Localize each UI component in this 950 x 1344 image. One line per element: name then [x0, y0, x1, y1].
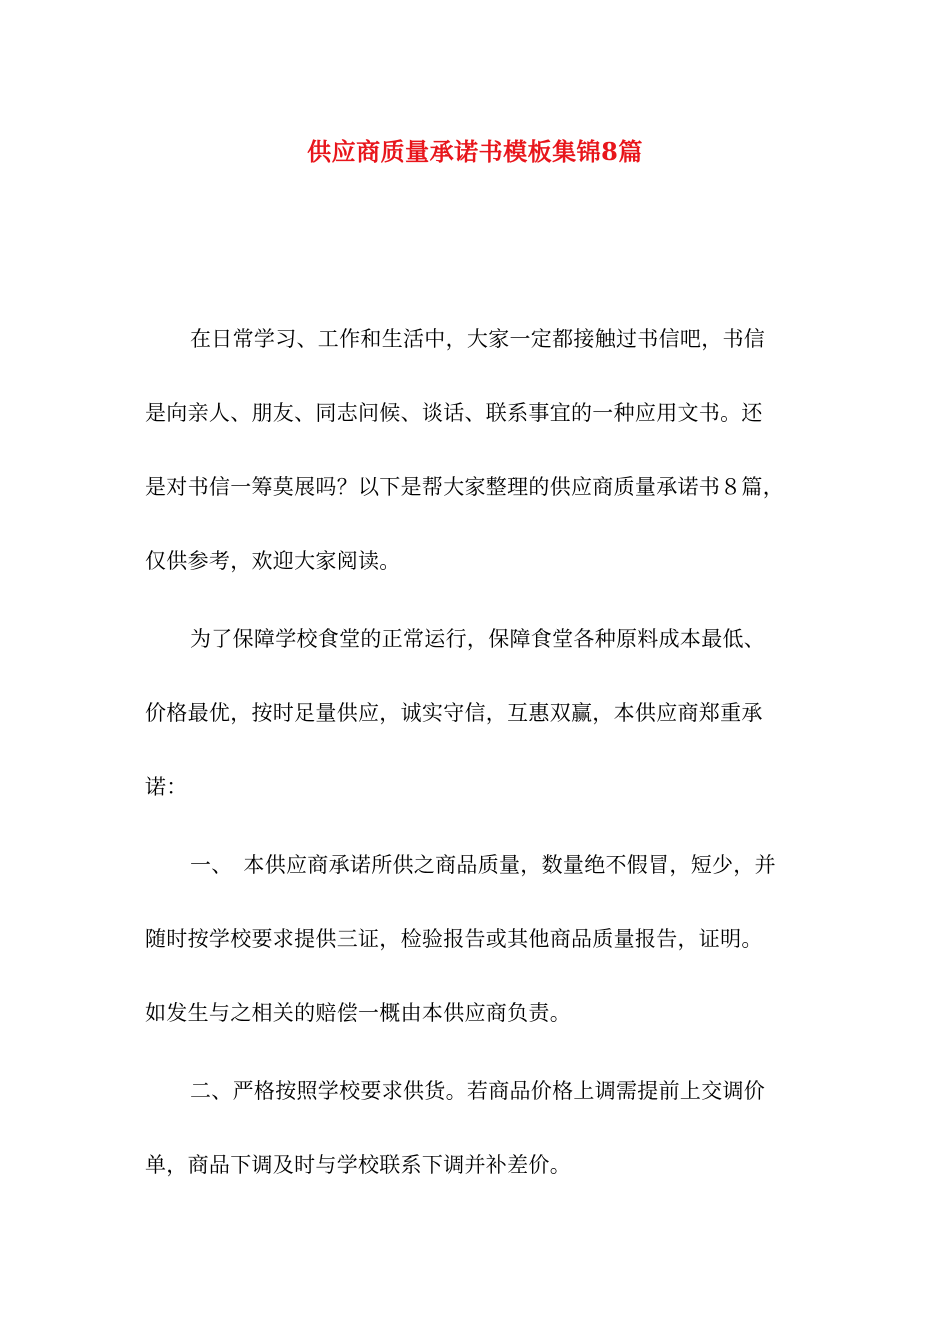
paragraph-4-line-1: 二、严格按照学校要求供货。若商品价格上调需提前上交调价 [190, 1079, 766, 1103]
paragraph-4-line-2: 单，商品下调及时与学校联系下调并补差价。 [145, 1153, 571, 1177]
document-title: 供应商质量承诺书模板集锦8篇 [307, 137, 643, 166]
paragraph-1-line-3: 是对书信一筹莫展吗？以下是帮大家整理的供应商质量承诺书８篇， [145, 475, 784, 499]
paragraph-1-line-2: 是向亲人、朋友、同志问候、谈话、联系事宜的一种应用文书。还 [145, 401, 763, 425]
paragraph-3-line-3: 如发生与之相关的赔偿一概由本供应商负责。 [145, 1001, 571, 1025]
paragraph-2-line-1: 为了保障学校食堂的正常运行，保障食堂各种原料成本最低、 [190, 627, 766, 651]
paragraph-3-line-2: 随时按学校要求提供三证，检验报告或其他商品质量报告，证明。 [145, 927, 763, 951]
paragraph-3-line-1: 一、 本供应商承诺所供之商品质量，数量绝不假冒，短少，并 [190, 853, 776, 877]
paragraph-1-line-4: 仅供参考，欢迎大家阅读。 [145, 549, 401, 573]
paragraph-1-line-1: 在日常学习、工作和生活中，大家一定都接触过书信吧，书信 [190, 327, 766, 351]
paragraph-2-line-3: 诺： [145, 775, 188, 799]
paragraph-2-line-2: 价格最优，按时足量供应，诚实守信，互惠双赢，本供应商郑重承 [145, 701, 763, 725]
